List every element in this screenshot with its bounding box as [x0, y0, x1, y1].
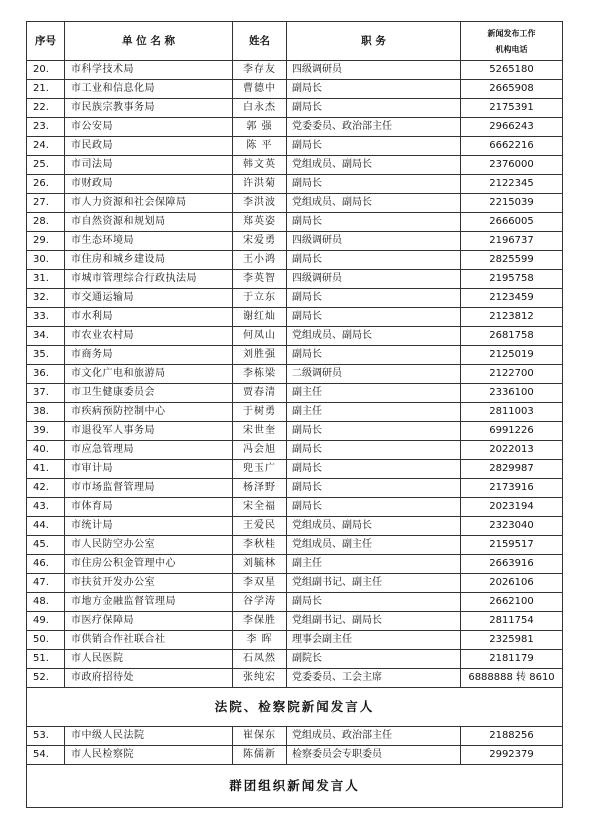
cell-phone: 2825599 — [461, 251, 563, 270]
cell-name: 李保胜 — [233, 612, 287, 631]
cell-duty: 二级调研员 — [287, 365, 461, 384]
cell-phone: 2376000 — [461, 156, 563, 175]
cell-name: 宋爱勇 — [233, 232, 287, 251]
table-row — [27, 727, 563, 746]
cell-phone: 2188256 — [461, 727, 563, 746]
section-2 — [27, 765, 563, 808]
cell-name: 杨泽野 — [233, 479, 287, 498]
table-row — [27, 593, 563, 612]
cell-phone: 2811754 — [461, 612, 563, 631]
cell-duty: 副局长 — [287, 593, 461, 612]
cell-name: 冯会旭 — [233, 441, 287, 460]
cell-name: 李栋梁 — [233, 365, 287, 384]
cell-unit: 市扶贫开发办公室 — [65, 574, 233, 593]
cell-unit: 市民政局 — [65, 137, 233, 156]
cell-phone: 2665908 — [461, 80, 563, 99]
cell-duty: 党组成员、政治部主任 — [287, 727, 461, 746]
cell-index: 26. — [27, 175, 65, 194]
cell-name: 曹德中 — [233, 80, 287, 99]
cell-name: 郑英姿 — [233, 213, 287, 232]
header-phone-line2: 机构电话 — [495, 44, 528, 54]
cell-duty: 副主任 — [287, 555, 461, 574]
cell-name: 韩文英 — [233, 156, 287, 175]
table-row — [27, 118, 563, 137]
cell-name: 崔保东 — [233, 727, 287, 746]
cell-index: 44. — [27, 517, 65, 536]
cell-unit: 市人民防空办公室 — [65, 536, 233, 555]
cell-unit: 市财政局 — [65, 175, 233, 194]
cell-name: 刘毓林 — [233, 555, 287, 574]
header-unit: 单 位 名 称 — [65, 22, 233, 61]
cell-duty: 副主任 — [287, 403, 461, 422]
cell-name: 石凤然 — [233, 650, 287, 669]
cell-index: 30. — [27, 251, 65, 270]
cell-duty: 副局长 — [287, 479, 461, 498]
cell-index: 54. — [27, 746, 65, 765]
table-row — [27, 517, 563, 536]
cell-duty: 理事会副主任 — [287, 631, 461, 650]
cell-unit: 市人民医院 — [65, 650, 233, 669]
cell-duty: 副局长 — [287, 308, 461, 327]
cell-unit: 市生态环境局 — [65, 232, 233, 251]
cell-duty: 四级调研员 — [287, 270, 461, 289]
header-index: 序号 — [27, 22, 65, 61]
table-row — [27, 536, 563, 555]
cell-duty: 副局长 — [287, 251, 461, 270]
cell-unit: 市退役军人事务局 — [65, 422, 233, 441]
cell-index: 32. — [27, 289, 65, 308]
cell-duty: 四级调研员 — [287, 232, 461, 251]
cell-name: 李英智 — [233, 270, 287, 289]
cell-index: 24. — [27, 137, 65, 156]
cell-index: 22. — [27, 99, 65, 118]
cell-unit: 市交通运输局 — [65, 289, 233, 308]
cell-unit: 市医疗保障局 — [65, 612, 233, 631]
header-duty: 职 务 — [287, 22, 461, 61]
cell-name: 郭 强 — [233, 118, 287, 137]
cell-phone: 2336100 — [461, 384, 563, 403]
table-row — [27, 403, 563, 422]
cell-name: 何凤山 — [233, 327, 287, 346]
cell-name: 于立东 — [233, 289, 287, 308]
cell-phone: 6662216 — [461, 137, 563, 156]
cell-duty: 副局长 — [287, 137, 461, 156]
cell-name: 贾春清 — [233, 384, 287, 403]
cell-index: 43. — [27, 498, 65, 517]
cell-phone: 2122700 — [461, 365, 563, 384]
cell-duty: 党组成员、副主任 — [287, 536, 461, 555]
cell-phone: 2829987 — [461, 460, 563, 479]
cell-duty: 副局长 — [287, 289, 461, 308]
table-row — [27, 346, 563, 365]
cell-duty: 副局长 — [287, 80, 461, 99]
cell-unit: 市中级人民法院 — [65, 727, 233, 746]
cell-name: 李秋桂 — [233, 536, 287, 555]
cell-index: 53. — [27, 727, 65, 746]
cell-unit: 市体育局 — [65, 498, 233, 517]
cell-phone: 2173916 — [461, 479, 563, 498]
cell-unit: 市应急管理局 — [65, 441, 233, 460]
table-row — [27, 251, 563, 270]
cell-duty: 副局长 — [287, 346, 461, 365]
cell-duty: 党组成员、副局长 — [287, 517, 461, 536]
cell-name: 于树勇 — [233, 403, 287, 422]
table-row — [27, 270, 563, 289]
cell-index: 23. — [27, 118, 65, 137]
cell-unit: 市地方金融监督管理局 — [65, 593, 233, 612]
cell-index: 46. — [27, 555, 65, 574]
table-row — [27, 308, 563, 327]
cell-duty: 副局长 — [287, 175, 461, 194]
cell-unit: 市公安局 — [65, 118, 233, 137]
cell-index: 31. — [27, 270, 65, 289]
section-1 — [27, 688, 563, 727]
table-row — [27, 631, 563, 650]
table-row — [27, 99, 563, 118]
header-name: 姓名 — [233, 22, 287, 61]
cell-index: 37. — [27, 384, 65, 403]
section-title: 群团组织新闻发言人 — [27, 765, 563, 808]
cell-phone: 2325981 — [461, 631, 563, 650]
cell-index: 21. — [27, 80, 65, 99]
cell-unit: 市住房公积金管理中心 — [65, 555, 233, 574]
cell-unit: 市住房和城乡建设局 — [65, 251, 233, 270]
spokesperson-table — [26, 21, 563, 808]
cell-phone: 2026106 — [461, 574, 563, 593]
cell-duty: 副主任 — [287, 384, 461, 403]
table-row — [27, 650, 563, 669]
cell-duty: 党委委员、工会主席 — [287, 669, 461, 688]
cell-duty: 四级调研员 — [287, 61, 461, 80]
header-row — [27, 22, 563, 61]
cell-unit: 市农业农村局 — [65, 327, 233, 346]
cell-phone: 2992379 — [461, 746, 563, 765]
cell-phone: 2125019 — [461, 346, 563, 365]
table-body-courts — [27, 727, 563, 765]
cell-duty: 副局长 — [287, 441, 461, 460]
table-row — [27, 669, 563, 688]
cell-unit: 市民族宗教事务局 — [65, 99, 233, 118]
cell-unit: 市文化广电和旅游局 — [65, 365, 233, 384]
cell-phone: 6888888 转 8610 — [461, 669, 563, 688]
cell-name: 谷学涛 — [233, 593, 287, 612]
cell-phone: 2811003 — [461, 403, 563, 422]
cell-phone: 2159517 — [461, 536, 563, 555]
cell-index: 50. — [27, 631, 65, 650]
cell-index: 41. — [27, 460, 65, 479]
table-row — [27, 194, 563, 213]
cell-unit: 市司法局 — [65, 156, 233, 175]
header-phone — [461, 22, 563, 61]
cell-name: 白永杰 — [233, 99, 287, 118]
table-row — [27, 137, 563, 156]
cell-unit: 市科学技术局 — [65, 61, 233, 80]
cell-phone: 2966243 — [461, 118, 563, 137]
cell-index: 29. — [27, 232, 65, 251]
cell-duty: 党组副书记、副局长 — [287, 612, 461, 631]
cell-name: 刘胜强 — [233, 346, 287, 365]
table-row — [27, 289, 563, 308]
cell-index: 27. — [27, 194, 65, 213]
cell-index: 28. — [27, 213, 65, 232]
cell-phone: 2195758 — [461, 270, 563, 289]
cell-index: 51. — [27, 650, 65, 669]
table-row — [27, 232, 563, 251]
table-row — [27, 746, 563, 765]
cell-name: 兜玉广 — [233, 460, 287, 479]
cell-name: 宋全福 — [233, 498, 287, 517]
cell-index: 42. — [27, 479, 65, 498]
cell-name: 张纯宏 — [233, 669, 287, 688]
cell-phone: 2666005 — [461, 213, 563, 232]
cell-phone: 2323040 — [461, 517, 563, 536]
cell-index: 39. — [27, 422, 65, 441]
section-header-row — [27, 688, 563, 727]
cell-name: 李 晖 — [233, 631, 287, 650]
cell-phone: 2681758 — [461, 327, 563, 346]
cell-unit: 市疾病预防控制中心 — [65, 403, 233, 422]
section-header-row — [27, 765, 563, 808]
cell-name: 谢红灿 — [233, 308, 287, 327]
cell-name: 李双星 — [233, 574, 287, 593]
cell-index: 49. — [27, 612, 65, 631]
table-row — [27, 498, 563, 517]
cell-phone: 2122345 — [461, 175, 563, 194]
cell-index: 52. — [27, 669, 65, 688]
cell-index: 36. — [27, 365, 65, 384]
cell-index: 45. — [27, 536, 65, 555]
cell-name: 李洪波 — [233, 194, 287, 213]
cell-unit: 市人民检察院 — [65, 746, 233, 765]
cell-index: 34. — [27, 327, 65, 346]
table-row — [27, 80, 563, 99]
cell-unit: 市卫生健康委员会 — [65, 384, 233, 403]
cell-phone: 6991226 — [461, 422, 563, 441]
section-title: 法院、检察院新闻发言人 — [27, 688, 563, 727]
table-row — [27, 555, 563, 574]
cell-unit: 市政府招待处 — [65, 669, 233, 688]
cell-index: 40. — [27, 441, 65, 460]
cell-unit: 市统计局 — [65, 517, 233, 536]
cell-index: 48. — [27, 593, 65, 612]
cell-unit: 市审计局 — [65, 460, 233, 479]
cell-phone: 2196737 — [461, 232, 563, 251]
cell-index: 33. — [27, 308, 65, 327]
table-row — [27, 612, 563, 631]
table-row — [27, 365, 563, 384]
table-row — [27, 460, 563, 479]
cell-duty: 党委委员、政治部主任 — [287, 118, 461, 137]
cell-duty: 副局长 — [287, 99, 461, 118]
cell-duty: 党组成员、副局长 — [287, 327, 461, 346]
cell-duty: 副局长 — [287, 422, 461, 441]
cell-duty: 党组副书记、副主任 — [287, 574, 461, 593]
cell-phone: 2123812 — [461, 308, 563, 327]
cell-unit: 市人力资源和社会保障局 — [65, 194, 233, 213]
cell-phone: 2215039 — [461, 194, 563, 213]
cell-phone: 2123459 — [461, 289, 563, 308]
cell-name: 陈 平 — [233, 137, 287, 156]
cell-duty: 检察委员会专职委员 — [287, 746, 461, 765]
table-row — [27, 327, 563, 346]
cell-duty: 副院长 — [287, 650, 461, 669]
cell-unit: 市城市管理综合行政执法局 — [65, 270, 233, 289]
cell-unit: 市商务局 — [65, 346, 233, 365]
cell-name: 王小鸿 — [233, 251, 287, 270]
cell-phone: 2022013 — [461, 441, 563, 460]
cell-duty: 副局长 — [287, 213, 461, 232]
table-row — [27, 61, 563, 80]
cell-unit: 市工业和信息化局 — [65, 80, 233, 99]
cell-index: 25. — [27, 156, 65, 175]
cell-duty: 副局长 — [287, 498, 461, 517]
table-row — [27, 175, 563, 194]
cell-unit: 市供销合作社联合社 — [65, 631, 233, 650]
cell-phone: 2175391 — [461, 99, 563, 118]
table-row — [27, 156, 563, 175]
table-row — [27, 384, 563, 403]
cell-name: 王爱民 — [233, 517, 287, 536]
cell-phone: 2181179 — [461, 650, 563, 669]
cell-unit: 市市场监督管理局 — [65, 479, 233, 498]
cell-phone: 2663916 — [461, 555, 563, 574]
table-row — [27, 213, 563, 232]
table-row — [27, 479, 563, 498]
cell-unit: 市水利局 — [65, 308, 233, 327]
cell-duty: 党组成员、副局长 — [287, 194, 461, 213]
cell-index: 47. — [27, 574, 65, 593]
cell-index: 38. — [27, 403, 65, 422]
table-row — [27, 422, 563, 441]
table-body-departments — [27, 61, 563, 688]
cell-duty: 党组成员、副局长 — [287, 156, 461, 175]
table-row — [27, 441, 563, 460]
cell-index: 35. — [27, 346, 65, 365]
cell-index: 20. — [27, 61, 65, 80]
cell-unit: 市自然资源和规划局 — [65, 213, 233, 232]
cell-phone: 2662100 — [461, 593, 563, 612]
table-row — [27, 574, 563, 593]
header-phone-line1: 新闻发布工作 — [487, 28, 536, 38]
cell-name: 宋世奎 — [233, 422, 287, 441]
cell-phone: 5265180 — [461, 61, 563, 80]
cell-duty: 副局长 — [287, 460, 461, 479]
cell-phone: 2023194 — [461, 498, 563, 517]
cell-name: 李存友 — [233, 61, 287, 80]
cell-name: 陈儒新 — [233, 746, 287, 765]
cell-name: 许洪菊 — [233, 175, 287, 194]
